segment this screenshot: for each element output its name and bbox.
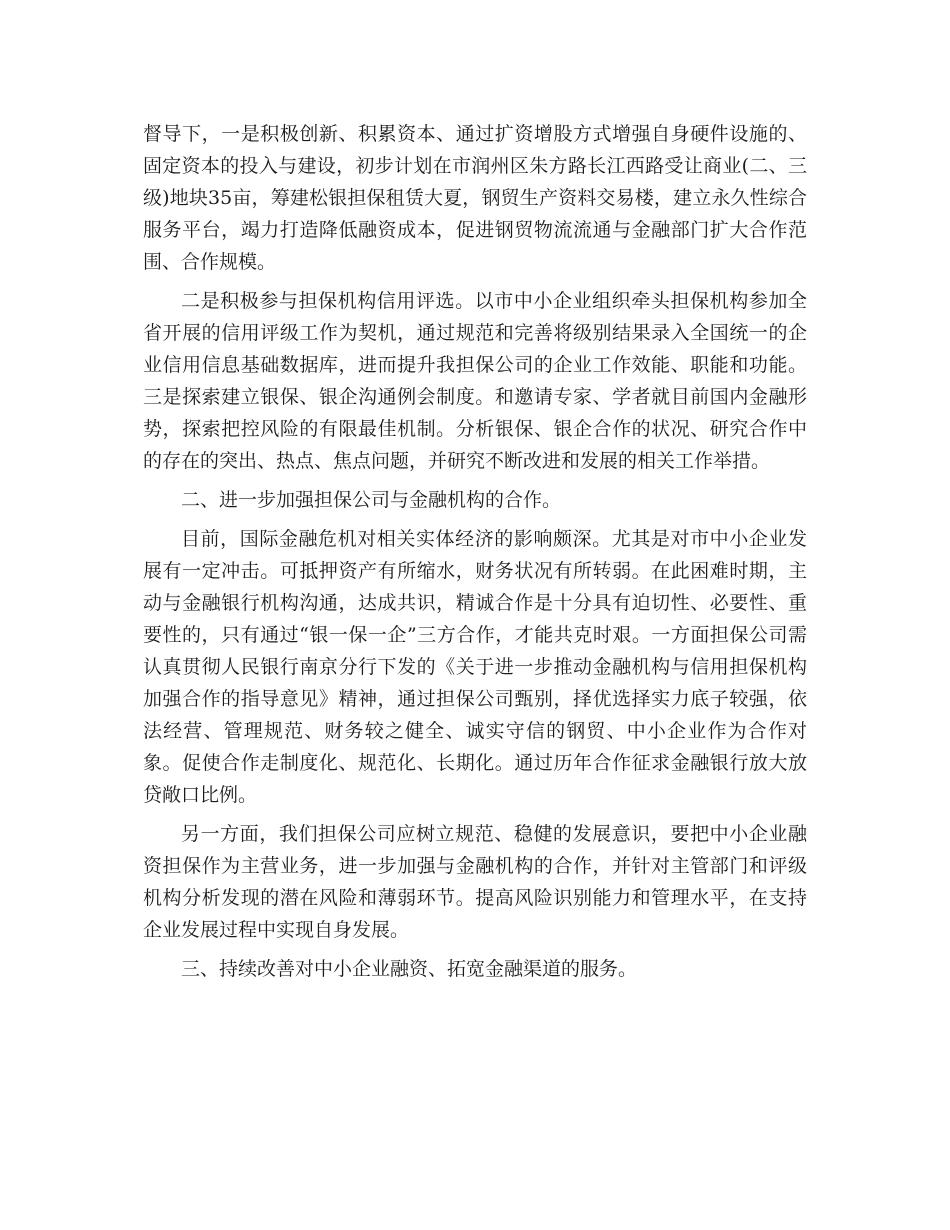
paragraph-financial-crisis: 目前，国际金融危机对相关实体经济的影响颇深。尤其是对市中小企业发展有一定冲击。可抵押资产有所缩水，财务状况有所转弱。在此困难时期，主动与金融银行机构沟通，达成共识，精诚合作是十分具有迫切性、必要性、重要性的，只有通过“银一保一企”三方合作，才能共克时艰。一方面担保公司需认真贯彻人民银行南京分行下发的《关于进一步推动金融机构与信用担保机构加强合作的指导意见》精神，通过担保公司甄别，择优选择实力底子较强，依法经营、管理规范、财务较之健全、诚实守信的钢贸、中小企业作为合作对象。促使合作走制度化、规范化、长期化。通过历年合作征求金融银行放大放贷敞口比例。 (143, 528, 807, 806)
paragraph-credit-rating: 二是积极参与担保机构信用评选。以市中小企业组织牵头担保机构参加全省开展的信用评级工作为契机，通过规范和完善将级别结果录入全国统一的企业信用信息基础数据库，进而提升我担保公司的企业工作效能、职能和功能。三是探索建立银保、银企沟通例会制度。和邀请专家、学者就目前国内金融形势，探索把控风险的有限最佳机制。分析银保、银企合作的状况、研究合作中的存在的突出、热点、焦点问题，并研究不断改进和发展的相关工作举措。 (143, 290, 807, 472)
section-heading-3: 三、持续改善对中小企业融资、拓宽金融渠道的服务。 (181, 958, 638, 980)
section-heading-2: 二、进一步加强担保公司与金融机构的合作。 (181, 489, 562, 511)
paragraph-other-aspect: 另一方面，我们担保公司应树立规范、稳健的发展意识，要把中小企业融资担保作为主营业务，进一步加强与金融机构的合作，并针对主管部门和评级机构分析发现的潜在风险和薄弱环节。提高风险识别能力和管理水平，在支持企业发展过程中实现自身发展。 (143, 823, 807, 941)
paragraph-continuation: 督导下，一是积极创新、积累资本、通过扩资增股方式增强自身硬件设施的、固定资本的投入与建设，初步计划在市润州区朱方路长江西路受让商业(二、三级)地块35亩，筹建松银担保租赁大夏，钢贸生产资料交易楼，建立永久性综合服务平台，竭力打造降低融资成本，促进钢贸物流流通与金融部门扩大合作范围、合作规模。 (143, 123, 807, 273)
document-body (143, 118, 807, 992)
